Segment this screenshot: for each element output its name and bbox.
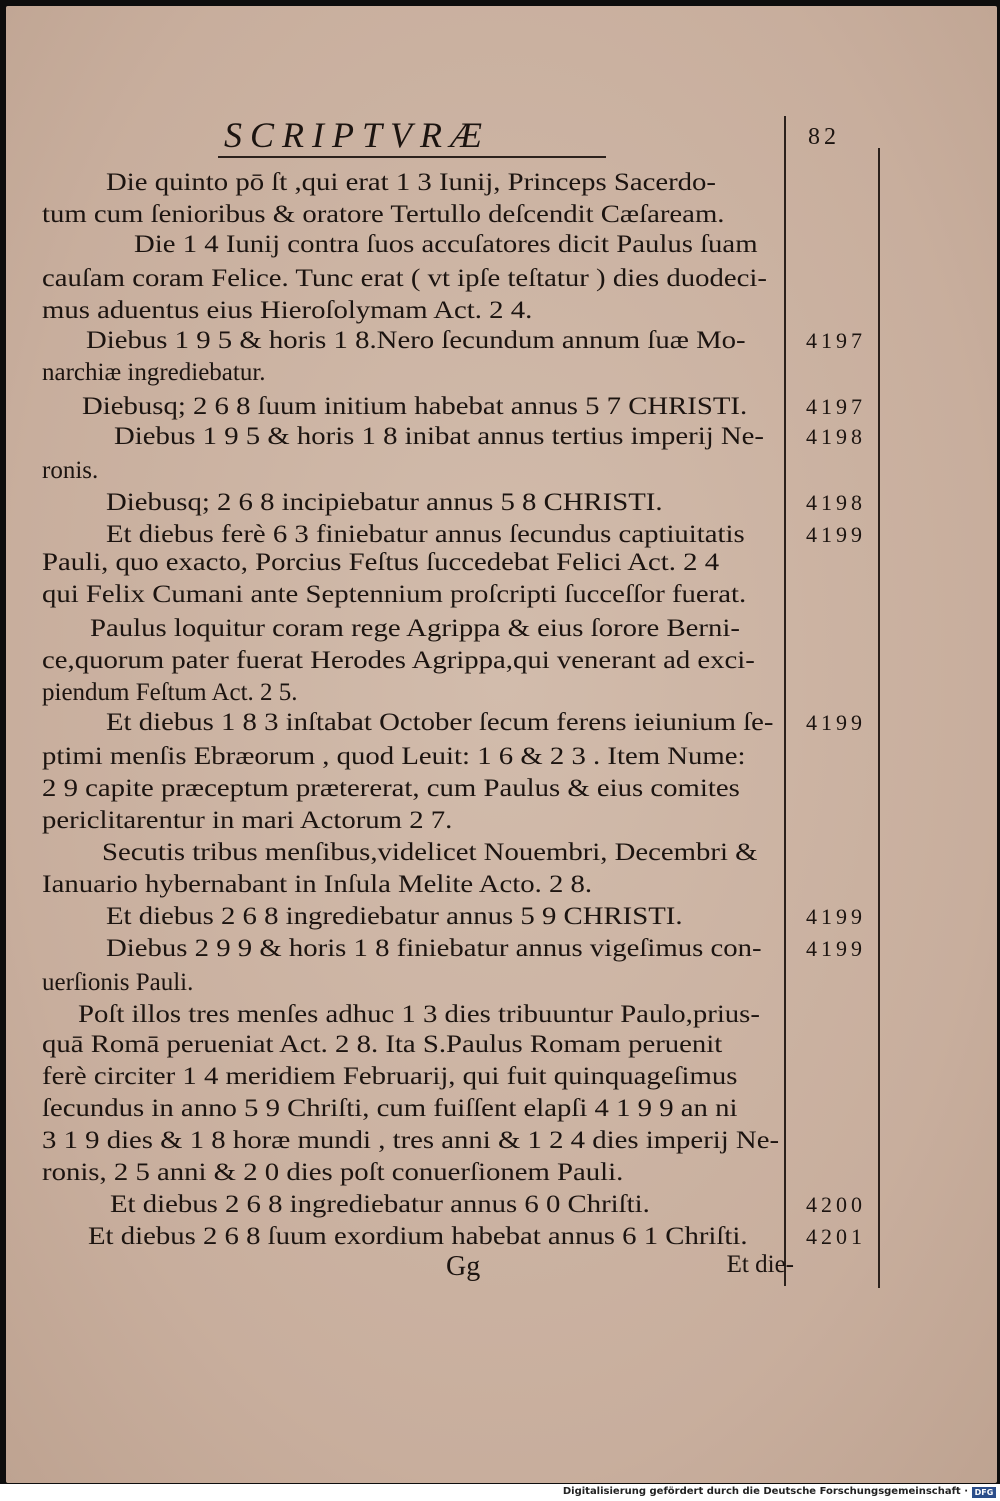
- margin-year: 4199: [806, 936, 866, 961]
- book-page: [6, 6, 997, 1483]
- text-line: Ianuario hybernabant in Inſula Melite Acto. 2 8.: [42, 871, 593, 898]
- margin-year: 4200: [806, 1192, 866, 1217]
- text-line: quā Romā perueniat Act. 2 8. Ita S.Paulus Romam peruenit: [42, 1031, 723, 1058]
- text-line: 3 1 9 dies & 1 8 horæ mundi , tres anni & 1 2 4 dies imperij Ne-: [42, 1127, 780, 1154]
- margin-year: 4198: [806, 424, 866, 449]
- catchword: Et die-: [726, 1251, 794, 1278]
- margin-year: 4199: [806, 522, 866, 547]
- signature-mark: Gg: [446, 1251, 481, 1282]
- text-line: Diebus 2 9 9 & horis 1 8 finiebatur annus vigeſimus con-: [106, 935, 762, 962]
- text-line: Secutis tribus menſibus,videlicet Nouembri, Decembri &: [102, 839, 758, 866]
- text-line: Poſt illos tres menſes adhuc 1 3 dies tribuuntur Paulo,prius-: [78, 1001, 760, 1028]
- margin-year: 4199: [806, 904, 866, 929]
- text-line: Diebus 1 9 5 & horis 1 8.Nero ſecundum annum ſuæ Mo-: [86, 327, 746, 354]
- text-line: 2 9 capite præceptum prætererat, cum Paulus & eius comites: [42, 775, 740, 802]
- text-line: Et diebus 1 8 3 inſtabat October ſecum ferens ieiunium ſe-: [106, 709, 774, 736]
- text-line: Et diebus 2 6 8 ingrediebatur annus 6 0 Chriſti.: [110, 1191, 650, 1218]
- text-line: narchiæ ingrediebatur.: [42, 359, 266, 386]
- column-rule-right: [878, 148, 880, 1288]
- dfg-logo: DFG: [972, 1487, 996, 1498]
- page-footer: [42, 1251, 794, 1291]
- text-line: ferè circiter 1 4 meridiem Februarij, qui fuit quinquageſimus: [42, 1063, 738, 1090]
- margin-year: 4199: [806, 710, 866, 735]
- margin-year: 4197: [806, 394, 866, 419]
- text-line: ronis.: [42, 457, 99, 484]
- text-line: ſecundus in anno 5 9 Chriſti, cum fuiſſent elapſi 4 1 9 9 an ni: [42, 1095, 738, 1122]
- text-line: Paulus loquitur coram rege Agrippa & eius ſorore Berni-: [90, 615, 740, 642]
- text-line: cauſam coram Felice. Tunc erat ( vt ipſe teſtatur ) dies duodeci-: [42, 265, 767, 292]
- text-line: uerſionis Pauli.: [42, 969, 194, 996]
- margin-year: 4197: [806, 328, 866, 353]
- text-line: periclitarentur in mari Actorum 2 7.: [42, 807, 453, 834]
- text-line: Diebusq; 2 6 8 ſuum initium habebat annus 5 7 CHRISTI.: [82, 393, 748, 420]
- folio-number: 82: [808, 124, 840, 150]
- text-line: qui Felix Cumani ante Septennium proſcripti ſucceſſor fuerat.: [42, 581, 747, 608]
- header-rule: [218, 156, 606, 158]
- margin-year: 4201: [806, 1224, 866, 1249]
- text-line: Diebus 1 9 5 & horis 1 8 inibat annus tertius imperij Ne-: [114, 423, 764, 450]
- text-line: Diebusq; 2 6 8 incipiebatur annus 5 8 CHRISTI.: [106, 489, 663, 516]
- text-line: tum cum ſenioribus & oratore Tertullo deſcendit Cæſaream.: [42, 201, 725, 228]
- text-line: piendum Feſtum Act. 2 5.: [42, 679, 298, 706]
- text-line: Et diebus 2 6 8 ſuum exordium habebat annus 6 1 Chriſti.: [88, 1223, 748, 1250]
- text-line: ronis, 2 5 anni & 2 0 dies poſt conuerſionem Pauli.: [42, 1159, 624, 1186]
- text-line: Die 1 4 Iunij contra ſuos accuſatores dicit Paulus ſuam: [134, 231, 758, 258]
- text-line: mus aduentus eius Hieroſolymam Act. 2 4.: [42, 297, 533, 324]
- text-line: Pauli, quo exacto, Porcius Feſtus ſuccedebat Felici Act. 2 4: [42, 549, 720, 576]
- running-title: SCRIPTVRÆ: [224, 115, 490, 155]
- text-line: ce,quorum pater fuerat Herodes Agrippa,qui venerant ad exci-: [42, 647, 755, 674]
- text-line: Et diebus 2 6 8 ingrediebatur annus 5 9 CHRISTI.: [106, 903, 683, 930]
- text-line: ptimi menſis Ebræorum , quod Leuit: 1 6 & 2 3 . Item Nume:: [42, 743, 746, 770]
- margin-year: 4198: [806, 490, 866, 515]
- banner-text: Digitalisierung gefördert durch die Deutsche Forschungsgemeinschaft ·: [562, 1486, 968, 1497]
- text-line: Et diebus ferè 6 3 finiebatur annus ſecundus captiuitatis: [106, 521, 745, 548]
- text-line: Die quinto pō ſt ,qui erat 1 3 Iunij, Princeps Sacerdo-: [106, 169, 717, 196]
- digitization-banner: [0, 1484, 1000, 1501]
